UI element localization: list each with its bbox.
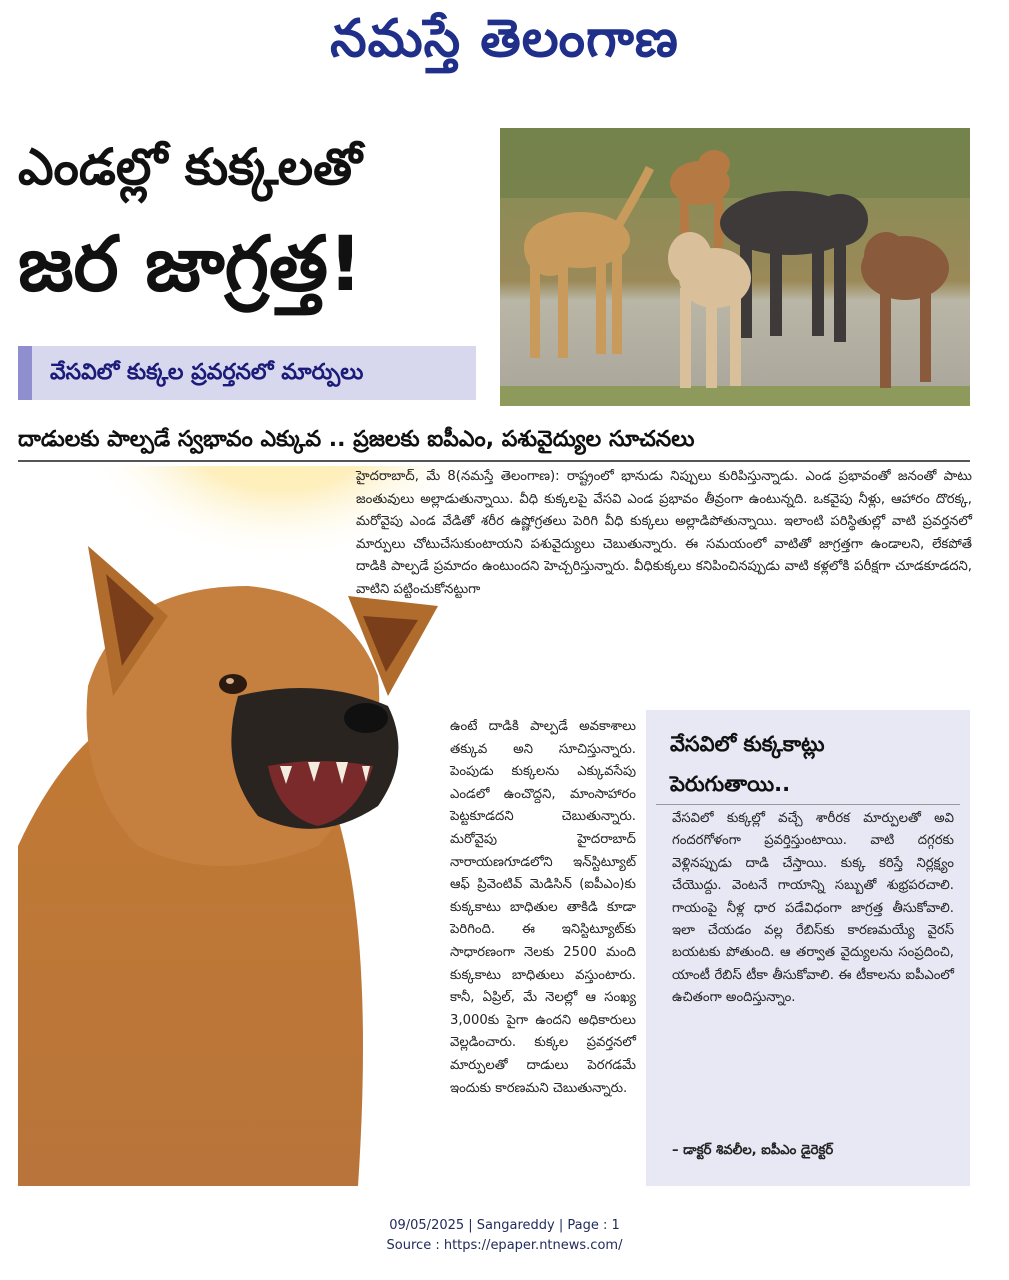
deck-divider [18,460,970,462]
sidebar-title-line-1: వేసవిలో కుక్కకాట్లు [670,732,825,756]
headline-line-1: ఎండల్లో కుక్కలతో [18,138,362,196]
deck-line: దాడులకు పాల్పడే స్వభావం ఎక్కువ .. ప్రజలకు ఐపీఎం, పశువైద్యుల సూచనలు [18,427,695,452]
masthead-logo: నమస్తే తెలంగాణ [330,9,679,69]
sidebar-signature: – డాక్టర్‌ శివలీల, ఐపీఎం డైరెక్టర్‌ [672,1143,834,1158]
footer-date-edition: 09/05/2025 | Sangareddy | Page : 1 [389,1218,620,1233]
headline-line-2: జర జాగ్రత్త! [18,219,363,308]
article-column: ఉంటే దాడికి పాల్పడే అవకాశాలు తక్కువ అని సూచిస్తున్నారు. పెంపుడు కుక్కలను ఎక్కువసేపు ఎండలో ఉంచొద్దని, మాంసాహారం పెట్టకూడదని చెబుతున్నారు. మరోవైపు హైదరాబాద్‌ నారాయణగూడలోని ఇన్‌స్టిట్యూట్‌ ఆఫ్‌ ప్రివెంటివ్‌ మెడిసిన్‌ (ఐపీఎం)కు కుక్కకాటు బాధితుల తాకిడి కూడా పెరిగింది. ఈ ఇనిస్టిట్యూట్‌కు సాధారణంగా నెలకు 2500 మంది కుక్కకాటు బాధితులు వస్తుంటారు. కానీ, ఏప్రిల్‌, మే నెలల్లో ఆ సంఖ్య 3,000కు పైగా ఉందని అధికారులు వెల్లడించారు. కుక్కల ప్రవర్తనలో మార్పులతో దాడులు పెరగడమే ఇందుకు కారణమని చెబుతున్నారు. [450,719,636,1096]
sidebar-body: వేసవిలో కుక్కల్లో వచ్చే శారీరక మార్పులతో అవి గందరగోళంగా ప్రవర్తిస్తుంటాయి. వాటి దగ్గరకు వెళ్లినప్పుడు దాడి చేస్తాయి. కుక్క కరిస్తే నిర్లక్ష్యం చేయొద్దు. వెంటనే గాయాన్ని సబ్బుతో శుభ్రపరచాలి. గాయంపై నీళ్ల ధార పడేవిధంగా జాగ్రత్త తీసుకోవాలి. ఇలా చేయడం వల్ల రేబిస్‌కు కారణమయ్యే వైరస్‌ బయటకు పోతుంది. ఆ తర్వాత వైద్యులను సంప్రదించి, యాంటీ రేబిస్‌ టీకా తీసుకోవాలి. ఈ టీకాలను ఐపీఎంలో ఉచితంగా అందిస్తున్నాం. [672,811,954,1006]
footer-source: Source : https://epaper.ntnews.com/ [386,1238,623,1253]
sidebar-divider [656,804,960,805]
street-dogs-photo [500,128,970,406]
sidebar-title-line-2: పెరుగుతాయి.. [670,772,791,796]
page-footer [0,1216,1009,1256]
subtitle-text: వేసవిలో కుక్కల ప్రవర్తనలో మార్పులు [50,360,364,385]
article-intro: హైదరాబాద్‌, మే 8(నమస్తే తెలంగాణ): రాష్ట్రంలో భానుడు నిప్పులు కురిపిస్తున్నాడు. ఎండ ప్రభావంతో జనంతో పాటు జంతువులు అల్లాడుతున్నాయి. వీధి కుక్కలపై వేసవి ఎండ ప్రభావం తీవ్రంగా ఉంటున్నది. ఒకవైపు నీళ్లు, ఆహారం దొరక్క, మరోవైపు ఎండ వేడితో శరీర ఉష్ణోగ్రతలు పెరిగి వీధి కుక్కలు అల్లాడిపోతున్నాయి. ఇలాంటి పరిస్థితుల్లో వాటి ప్రవర్తనలో మార్పులు చోటుచేసుకుంటాయని పశువైద్యులు చెబుతున్నారు. ఈ సమయంలో వాటితో జాగ్రత్తగా ఉండాలని, లేకపోతే దాడికి పాల్పడే ప్రమాదం ఉంటుందని హెచ్చరిస్తున్నారు. వీధికుక్కలు కనిపించినప్పుడు వాటి కళ్లలోకి పరీక్షగా చూడకూడదని, వాటిని పట్టించుకోనట్టుగా [356,469,972,597]
sidebar-title [670,724,960,804]
subtitle-band [18,346,476,400]
